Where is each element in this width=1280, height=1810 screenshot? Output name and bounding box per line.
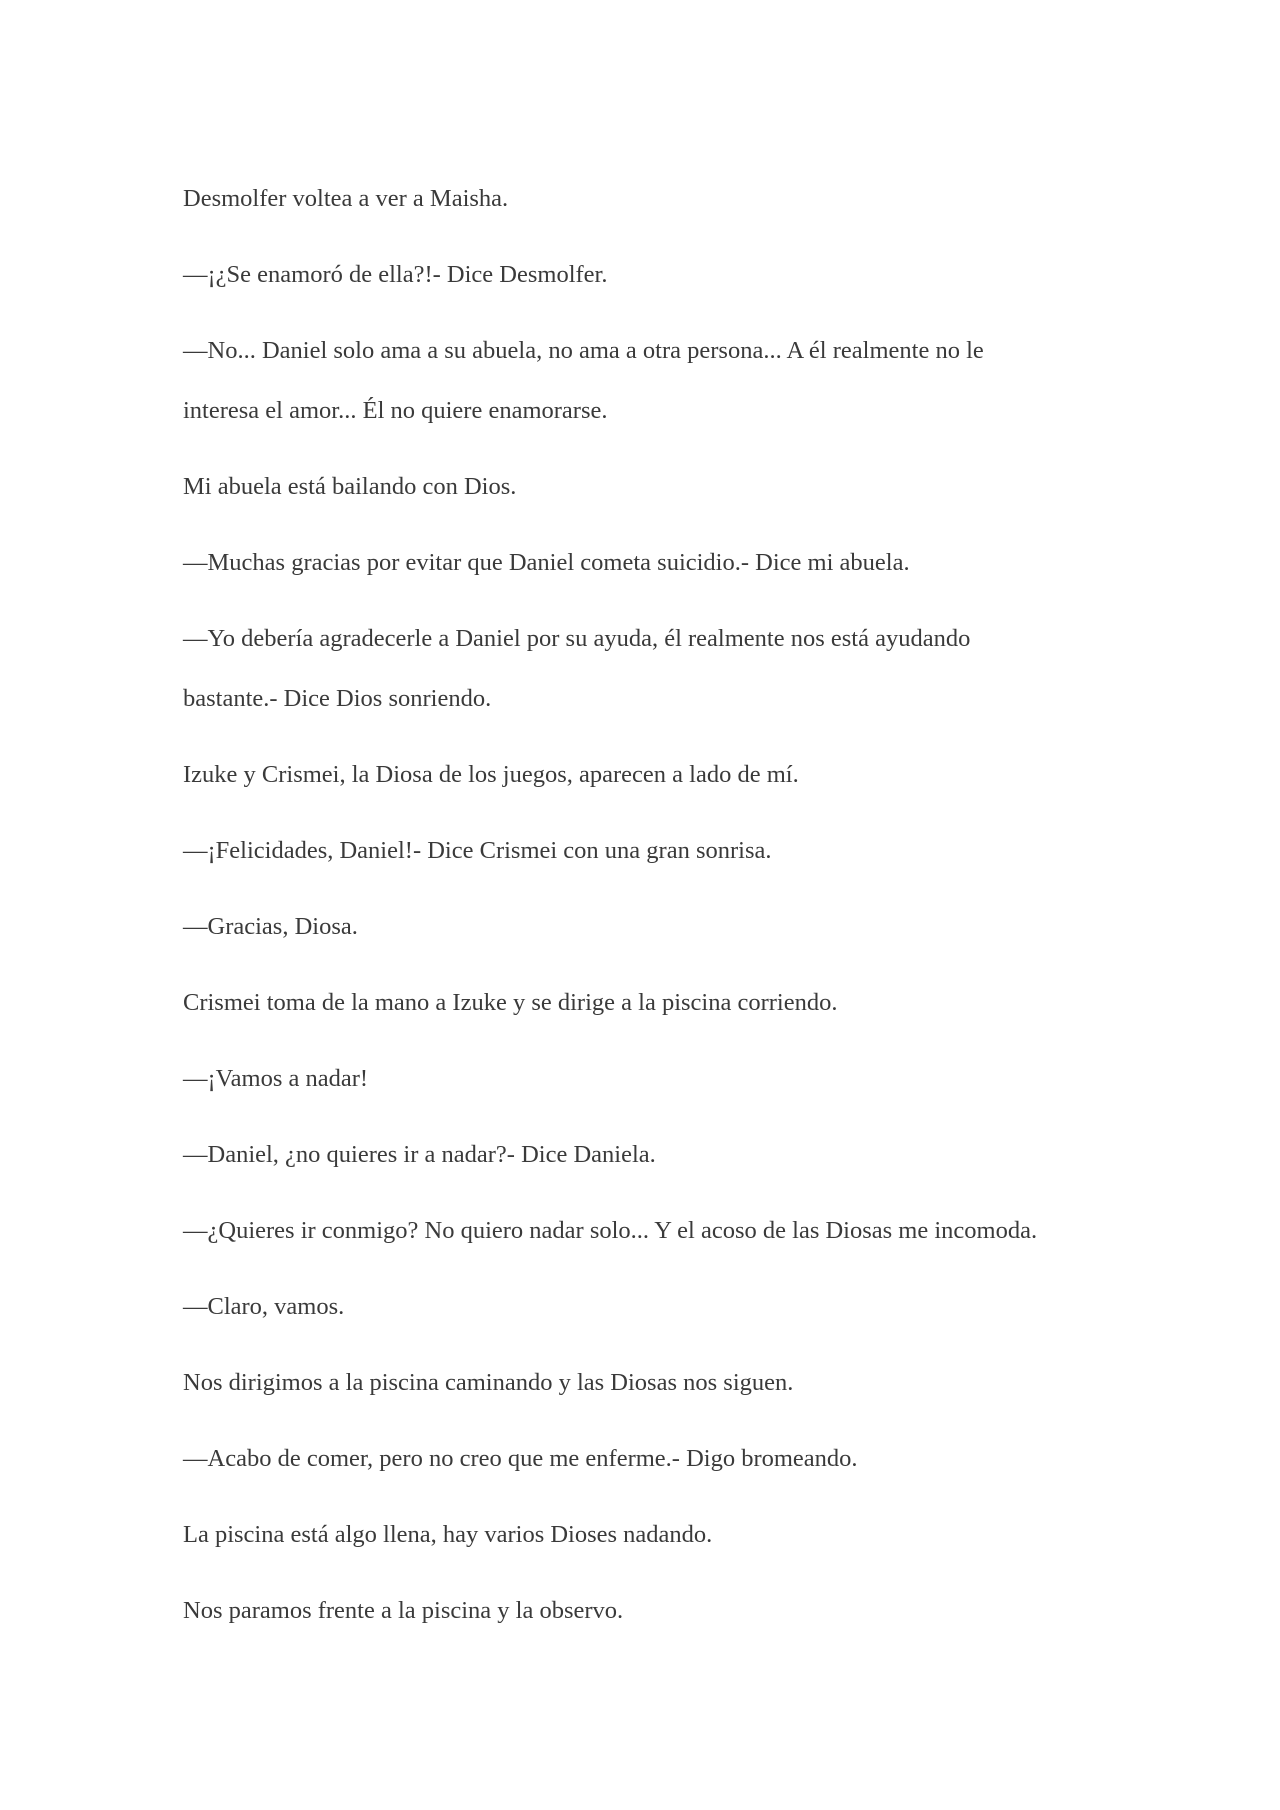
paragraph bbox=[183, 984, 1113, 1022]
text-line: —¡¿Se enamoró de ella?!- Dice Desmolfer. bbox=[183, 261, 608, 288]
text-line: —Daniel, ¿no quieres ir a nadar?- Dice Daniela. bbox=[183, 1141, 656, 1168]
text-line: —Yo debería agradecerle a Daniel por su ayuda, él realmente nos está ayudando bbox=[183, 625, 971, 652]
paragraph bbox=[183, 1516, 1113, 1554]
text-line: interesa el amor... Él no quiere enamorarse. bbox=[183, 397, 608, 424]
paragraph bbox=[183, 180, 1113, 218]
text-line: —¡Vamos a nadar! bbox=[183, 1065, 369, 1092]
paragraph bbox=[183, 1592, 1113, 1630]
text-line: Mi abuela está bailando con Dios. bbox=[183, 473, 517, 500]
text-line: —Muchas gracias por evitar que Daniel cometa suicidio.- Dice mi abuela. bbox=[183, 549, 910, 576]
paragraph bbox=[183, 468, 1113, 506]
paragraph bbox=[183, 620, 1113, 718]
text-line: Desmolfer voltea a ver a Maisha. bbox=[183, 185, 509, 212]
paragraph bbox=[183, 1212, 1113, 1250]
text-line: Crismei toma de la mano a Izuke y se dirige a la piscina corriendo. bbox=[183, 989, 838, 1016]
paragraph bbox=[183, 1440, 1113, 1478]
paragraph bbox=[183, 544, 1113, 582]
paragraph bbox=[183, 1136, 1113, 1174]
text-line: La piscina está algo llena, hay varios Dioses nadando. bbox=[183, 1521, 713, 1548]
text-line: —Gracias, Diosa. bbox=[183, 913, 358, 940]
text-line: —Acabo de comer, pero no creo que me enferme.- Digo bromeando. bbox=[183, 1445, 858, 1472]
text-line: Izuke y Crismei, la Diosa de los juegos, aparecen a lado de mí. bbox=[183, 761, 799, 788]
paragraph bbox=[183, 256, 1113, 294]
paragraph bbox=[183, 756, 1113, 794]
text-line: bastante.- Dice Dios sonriendo. bbox=[183, 685, 492, 712]
paragraph bbox=[183, 332, 1113, 430]
text-line: Nos dirigimos a la piscina caminando y las Diosas nos siguen. bbox=[183, 1369, 794, 1396]
paragraph bbox=[183, 1364, 1113, 1402]
text-line: —¿Quieres ir conmigo? No quiero nadar solo... Y el acoso de las Diosas me incomoda. bbox=[183, 1217, 1038, 1244]
text-line: Nos paramos frente a la piscina y la observo. bbox=[183, 1597, 624, 1624]
paragraph bbox=[183, 1060, 1113, 1098]
text-line: —No... Daniel solo ama a su abuela, no ama a otra persona... A él realmente no le bbox=[183, 337, 984, 364]
paragraph bbox=[183, 908, 1113, 946]
paragraph bbox=[183, 1288, 1113, 1326]
text-line: —Claro, vamos. bbox=[183, 1293, 345, 1320]
document-body bbox=[183, 180, 1113, 1668]
text-line: —¡Felicidades, Daniel!- Dice Crismei con una gran sonrisa. bbox=[183, 837, 772, 864]
paragraph bbox=[183, 832, 1113, 870]
